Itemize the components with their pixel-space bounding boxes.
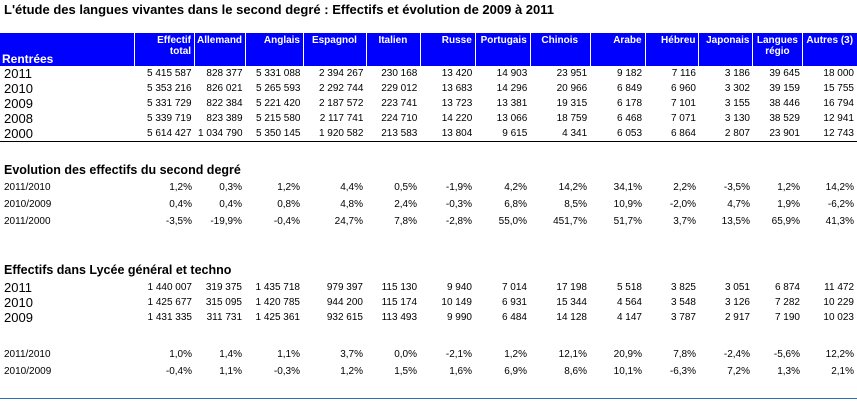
table-cell: 12 743	[823, 128, 854, 139]
table-cell: 39 645	[769, 68, 800, 79]
table-cell: 6 849	[617, 83, 643, 94]
table-cell: -0,4%	[165, 366, 192, 377]
row-label: 2009	[4, 96, 33, 111]
table-cell: 3 548	[670, 297, 696, 308]
table-cell: -2,1%	[445, 349, 472, 360]
table-cell: -3,5%	[165, 216, 192, 227]
table-cell: 12,1%	[558, 349, 587, 360]
table-cell: 5 331 088	[256, 68, 301, 79]
table-cell: 1,2%	[504, 349, 527, 360]
table-cell: -2,0%	[669, 199, 696, 210]
table-row	[0, 81, 857, 96]
table-cell: 14 128	[556, 312, 587, 323]
table-cell: 1,1%	[277, 349, 300, 360]
table-cell: 1,5%	[394, 366, 417, 377]
table-cell: 2,1%	[831, 366, 854, 377]
table-cell: -3,5%	[723, 182, 750, 193]
table-cell: 2,4%	[394, 199, 417, 210]
table-cell: 224 710	[381, 113, 418, 124]
table-cell: 6,9%	[504, 366, 527, 377]
table-cell: 319 375	[205, 282, 242, 293]
table-row	[0, 213, 857, 230]
table-cell: 6 468	[617, 113, 643, 124]
table-cell: 7 071	[670, 113, 696, 124]
table-cell: 113 493	[381, 312, 417, 323]
table-cell: 2 187 572	[318, 98, 364, 109]
table-cell: 3,7%	[673, 216, 696, 227]
table-cell: 5 518	[616, 282, 642, 293]
table-cell: 14 903	[496, 68, 528, 79]
table-cell: 4,7%	[727, 199, 750, 210]
table-cell: 7,8%	[394, 216, 417, 227]
table-cell: 828 377	[206, 68, 243, 79]
table-cell: -5,6%	[773, 349, 800, 360]
table-cell: 3,7%	[340, 349, 363, 360]
table-cell: 115 130	[381, 282, 417, 293]
table-cell: 19 315	[556, 98, 588, 109]
table-cell: 6 053	[617, 128, 643, 139]
table-cell: 1 425 361	[255, 312, 300, 323]
table-cell: 1 425 677	[147, 297, 192, 308]
table-cell: 13 723	[441, 98, 473, 109]
table-cell: 1 435 718	[255, 282, 300, 293]
table-cell: 1,2%	[340, 366, 363, 377]
table-cell: 7 014	[501, 282, 527, 293]
table-cell: 1,3%	[777, 366, 800, 377]
row-label: 2010	[4, 295, 33, 310]
table-cell: 34,1%	[613, 182, 642, 193]
table-cell: 1 431 335	[147, 312, 192, 323]
table-cell: 39 159	[769, 83, 800, 94]
table-cell: 2 917	[724, 312, 750, 323]
table-cell: 7 101	[670, 98, 696, 109]
table-cell: 8,5%	[564, 199, 587, 210]
table-cell: 1,0%	[169, 349, 192, 360]
row-label: 2011/2010	[4, 182, 51, 193]
table-cell: 13 683	[441, 83, 473, 94]
table-cell: 451,7%	[553, 216, 587, 227]
table-cell: 3 186	[724, 68, 750, 79]
row-label: 2008	[4, 111, 33, 126]
table-cell: 14,2%	[825, 182, 854, 193]
table-cell: 4,4%	[340, 182, 363, 193]
table-cell: 4,8%	[340, 199, 363, 210]
table-cell: 20,9%	[613, 349, 642, 360]
header-russe: Russe	[420, 33, 475, 66]
table-cell: 944 200	[326, 297, 363, 308]
table-cell: 0,3%	[219, 182, 242, 193]
table-cell: 23 951	[556, 68, 588, 79]
effectifs-table	[0, 33, 857, 141]
table-cell: 6,8%	[504, 199, 527, 210]
section-divider	[0, 141, 857, 142]
row-label: 2011	[4, 280, 32, 295]
table-cell: 4 341	[562, 128, 588, 139]
table-cell: 12,2%	[825, 349, 854, 360]
table-cell: 1,6%	[449, 366, 472, 377]
table-cell: 7 282	[774, 297, 800, 308]
table-cell: 1 034 790	[198, 128, 243, 139]
table-row	[0, 363, 857, 380]
table-row	[0, 66, 857, 81]
table-cell: 3 130	[724, 113, 750, 124]
table-cell: 5 331 729	[147, 98, 192, 109]
header-portugais: Portugais	[475, 33, 530, 66]
table-cell: 9 182	[617, 68, 643, 79]
table-row	[0, 295, 857, 310]
table-cell: 18 759	[556, 113, 588, 124]
table-cell: 6 484	[501, 312, 527, 323]
header-hebreu: Hébreu	[645, 33, 699, 66]
row-label: 2011/2010	[4, 349, 51, 360]
table-cell: 10 149	[441, 297, 472, 308]
table-cell: 5 350 145	[256, 128, 301, 139]
table-cell: 3 126	[724, 297, 750, 308]
table-cell: 2 807	[724, 128, 750, 139]
table-cell: 3 051	[724, 282, 750, 293]
table-cell: 6 864	[670, 128, 696, 139]
table-cell: 5 353 216	[147, 83, 192, 94]
table-cell: 3 302	[724, 83, 750, 94]
table-cell: -19,9%	[210, 216, 242, 227]
table-cell: -2,8%	[445, 216, 472, 227]
table-cell: 0,4%	[169, 199, 192, 210]
table-cell: 5 614 427	[147, 128, 192, 139]
bottom-divider	[0, 398, 857, 399]
table-cell: 9 615	[502, 128, 528, 139]
table-cell: 4 147	[616, 312, 642, 323]
table-cell: -0,4%	[273, 216, 300, 227]
row-label: 2010/2009	[4, 199, 52, 210]
table-cell: 826 021	[206, 83, 243, 94]
table-cell: 14,2%	[558, 182, 587, 193]
table-cell: -2,4%	[723, 349, 750, 360]
table-cell: 229 012	[381, 83, 418, 94]
section-title-evolution: Evolution des effectifs du second degré	[4, 163, 241, 177]
table-cell: 1,2%	[277, 182, 300, 193]
table-row	[0, 280, 857, 295]
table-cell: 979 397	[326, 282, 363, 293]
header-rentrees: Rentrées	[0, 33, 135, 66]
table-cell: 7,2%	[727, 366, 750, 377]
table-cell: 115 174	[381, 297, 417, 308]
table-cell: 315 095	[205, 297, 242, 308]
table-cell: 38 446	[769, 98, 800, 109]
table-cell: 15 344	[556, 297, 587, 308]
table-cell: 7 116	[671, 68, 696, 79]
table-cell: 5 221 420	[256, 98, 301, 109]
table-cell: 932 615	[326, 312, 363, 323]
table-cell: 1 920 582	[318, 128, 364, 139]
header-arabe: Arabe	[590, 33, 645, 66]
table-cell: 5 339 719	[147, 113, 192, 124]
table-cell: 23 901	[769, 128, 800, 139]
table-cell: 6 931	[501, 297, 527, 308]
table-cell: 1 420 785	[255, 297, 300, 308]
table-cell: 5 415 587	[147, 68, 192, 79]
table-cell: -6,3%	[669, 366, 696, 377]
header-japonais: Japonais	[699, 33, 753, 66]
table-cell: 9 990	[446, 312, 472, 323]
table-row	[0, 179, 857, 196]
table-cell: 3 825	[670, 282, 696, 293]
table-cell: 12 941	[823, 113, 854, 124]
table-cell: 1 440 007	[147, 282, 192, 293]
table-cell: 1,1%	[219, 366, 242, 377]
table-cell: 2,2%	[673, 182, 696, 193]
table-cell: 24,7%	[334, 216, 363, 227]
table-cell: 6 874	[774, 282, 800, 293]
table-cell: 13 066	[496, 113, 528, 124]
table-cell: 6 960	[670, 83, 696, 94]
header-chinois: Chinois	[530, 33, 590, 66]
table-cell: 13 804	[441, 128, 473, 139]
table-cell: 16 794	[823, 98, 854, 109]
table-cell: -1,9%	[445, 182, 472, 193]
table-cell: 5 215 580	[256, 113, 301, 124]
table-cell: 55,0%	[498, 216, 527, 227]
row-label: 2010	[4, 81, 33, 96]
header-allemand: Allemand	[195, 33, 246, 66]
row-label: 2009	[4, 310, 33, 325]
table-cell: 2 292 744	[318, 83, 364, 94]
table-cell: -0,3%	[445, 199, 472, 210]
table-cell: 1,2%	[169, 182, 192, 193]
table-cell: 5 265 593	[256, 83, 301, 94]
table-cell: 65,9%	[771, 216, 800, 227]
table-row	[0, 196, 857, 213]
table-cell: 4,2%	[504, 182, 527, 193]
table-cell: 0,5%	[394, 182, 417, 193]
table-cell: 13 381	[496, 98, 528, 109]
table-cell: 20 966	[556, 83, 588, 94]
table-cell: 15 755	[823, 83, 854, 94]
table-cell: 10 023	[823, 312, 854, 323]
table-cell: 0,4%	[219, 199, 242, 210]
table-cell: 4 564	[616, 297, 642, 308]
table-row	[0, 111, 857, 126]
header-espagnol: Espagnol	[304, 33, 367, 66]
table-cell: 1,2%	[777, 182, 800, 193]
table-cell: 18 000	[823, 68, 854, 79]
table-cell: 3 787	[670, 312, 696, 323]
table-cell: 9 940	[446, 282, 472, 293]
page-title: L'étude des langues vivantes dans le second degré : Effectifs et évolution de 2009 à 2011	[4, 2, 555, 17]
table-cell: 13 420	[441, 68, 473, 79]
row-label: 2010/2009	[4, 366, 52, 377]
header-effectif-total: Effectif total	[135, 33, 195, 66]
table-cell: 0,0%	[394, 349, 417, 360]
table-cell: 1,9%	[777, 199, 800, 210]
section-title-lycee: Effectifs dans Lycée général et techno	[4, 263, 232, 277]
lycee-evolution-table	[0, 346, 857, 380]
row-label: 2011/2000	[4, 216, 51, 227]
table-cell: 17 198	[556, 282, 587, 293]
table-cell: 2 394 267	[318, 68, 364, 79]
table-cell: 2 117 741	[319, 113, 364, 124]
table-cell: 223 741	[381, 98, 418, 109]
row-label: 2011	[4, 66, 32, 81]
table-cell: 3 155	[724, 98, 750, 109]
header-langues-regio: Langues régio	[753, 33, 803, 66]
table-header-row	[0, 33, 857, 66]
lycee-table	[0, 280, 857, 325]
table-cell: 230 168	[381, 68, 418, 79]
table-cell: 311 731	[206, 312, 242, 323]
table-cell: 41,3%	[825, 216, 854, 227]
table-cell: 1,4%	[219, 349, 242, 360]
table-cell: 822 384	[206, 98, 243, 109]
table-cell: 14 220	[441, 113, 473, 124]
header-autres: Autres (3)	[803, 33, 857, 66]
table-cell: 10,9%	[613, 199, 642, 210]
table-cell: 6 178	[617, 98, 643, 109]
table-cell: 13,5%	[721, 216, 750, 227]
table-cell: 10,1%	[613, 366, 642, 377]
table-row	[0, 346, 857, 363]
table-row	[0, 126, 857, 141]
evolution-table	[0, 179, 857, 230]
table-cell: 8,6%	[564, 366, 587, 377]
table-cell: 823 389	[206, 113, 243, 124]
table-cell: 14 296	[496, 83, 528, 94]
table-row	[0, 310, 857, 325]
table-cell: 213 583	[381, 128, 418, 139]
table-row	[0, 96, 857, 111]
table-cell: 38 529	[769, 113, 800, 124]
table-cell: -6,2%	[827, 199, 854, 210]
table-cell: 0,8%	[277, 199, 300, 210]
header-anglais: Anglais	[246, 33, 304, 66]
row-label: 2000	[4, 126, 33, 141]
table-cell: -0,3%	[273, 366, 300, 377]
table-cell: 7,8%	[673, 349, 696, 360]
table-cell: 10 229	[823, 297, 854, 308]
table-cell: 7 190	[774, 312, 800, 323]
table-cell: 51,7%	[613, 216, 642, 227]
header-italien: Italien	[366, 33, 420, 66]
table-cell: 11 472	[824, 282, 854, 293]
